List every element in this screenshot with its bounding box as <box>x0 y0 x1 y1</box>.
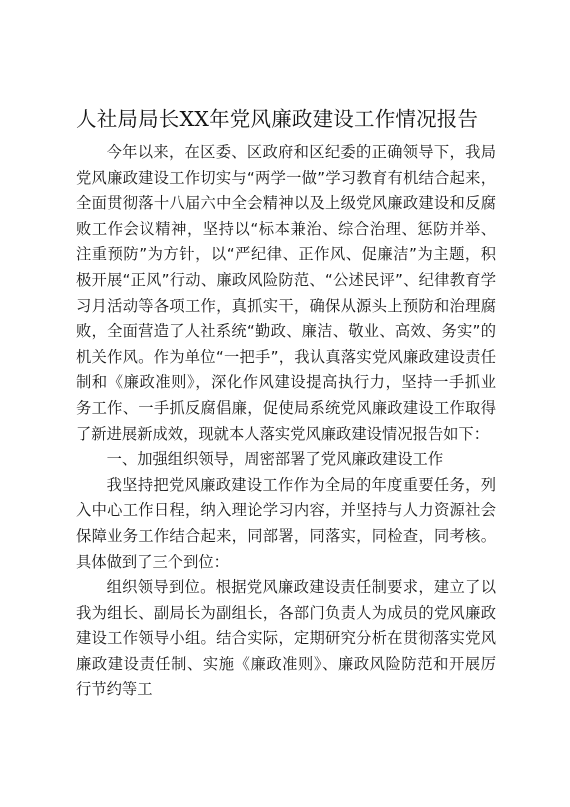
document-title: 人社局局长XX年党风廉政建设工作情况报告 <box>76 107 479 131</box>
document-body <box>76 140 496 703</box>
paragraph-section-1: 我坚持把党风廉政建设工作作为全局的年度重要任务，列入中心工作日程，纳入理论学习内容，并坚持与人力资源社会保障业务工作结合起来，同部署，同落实，同检查，同考核。具体做到了三个到位： <box>76 475 496 571</box>
paragraph-intro: 今年以来，在区委、区政府和区纪委的正确领导下，我局党风廉政建设工作切实与“两学一做”学习教育有机结合起来，全面贯彻落十八届六中全会精神以及上级党风廉政建设和反腐败工作会议精神，坚持以“标本兼治、综合治理、惩防并举、注重预防”为方针，以“严纪律、正作风、促廉洁”为主题，积极开展“正风”行动、廉政风险防范、“公述民评”、纪律教育学习月活动等各项工作，真抓实干，确保从源头上预防和治理腐败，全面营造了人社系统“勤政、廉洁、敬业、高效、务实”的机关作风。作为单位“一把手”，我认真落实党风廉政建设责任制和《廉政准则》，深化作风建设提高执行力，坚持一手抓业务工作、一手抓反腐倡廉，促使局系统党风廉政建设工作取得了新进展新成效，现就本人落实党风廉政建设情况报告如下： <box>76 143 496 443</box>
paragraph-organization: 组织领导到位。根据党风廉政建设责任制要求，建立了以我为组长、副局长为副组长，各部门负责人为成员的党风廉政建设工作领导小组。结合实际，定期研究分析在贯彻落实党风廉政建设责任制、实施《廉政准则》、廉政风险防范和开展厉行节约等工 <box>76 578 496 699</box>
section-heading-1: 一、加强组织领导，周密部署了党风廉政建设工作 <box>106 450 444 469</box>
